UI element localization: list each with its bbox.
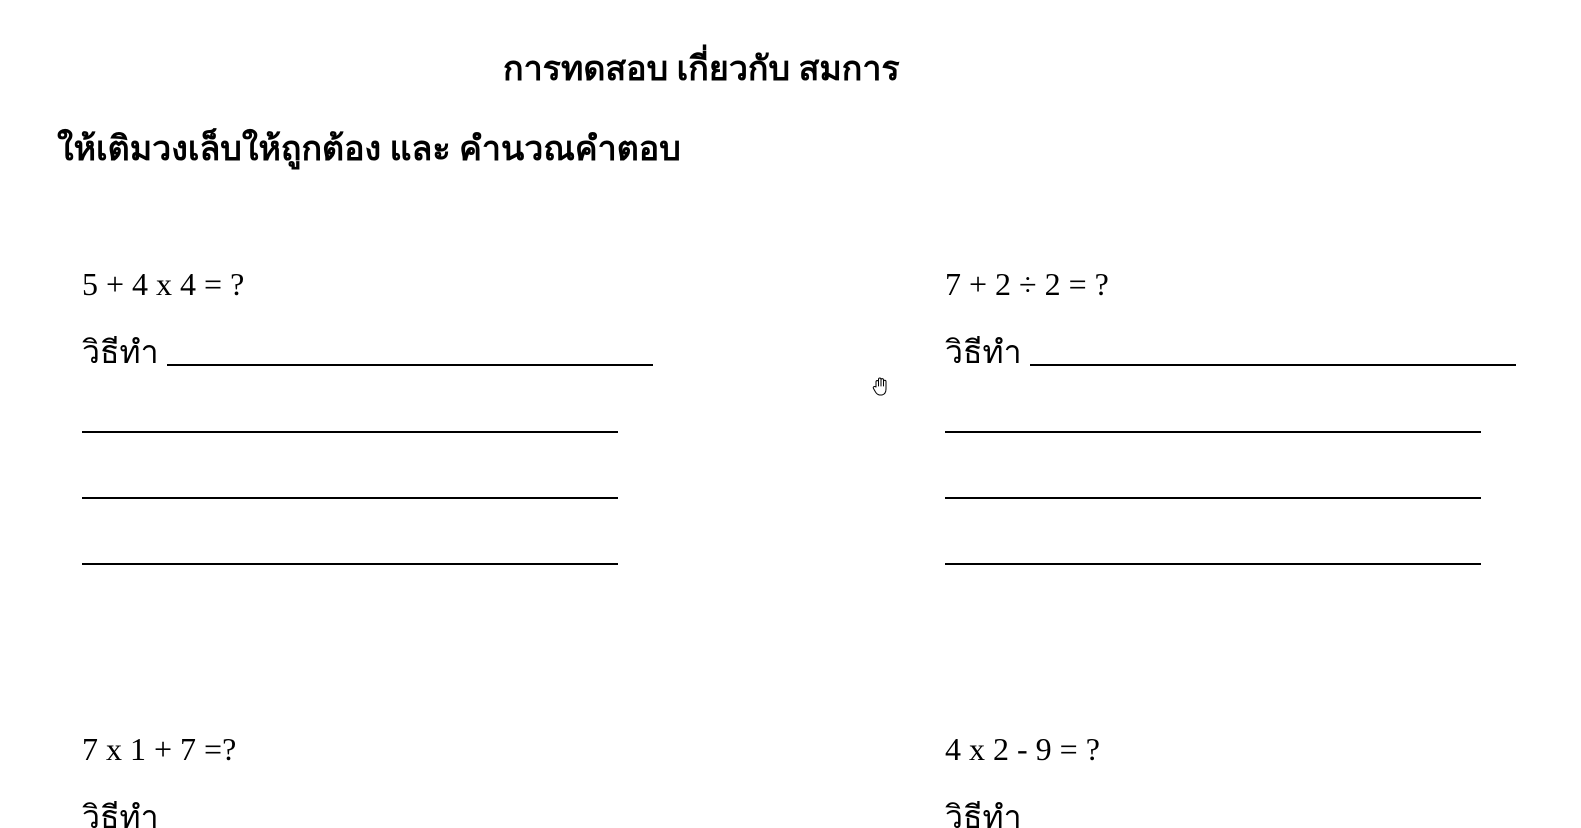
method-row: [82, 793, 159, 828]
problem-equation: 7 + 2 ÷ 2 = ?: [945, 266, 1109, 302]
problem-equation: 5 + 4 x 4 = ?: [82, 266, 245, 302]
problem-equation: 7 x 1 + 7 =?: [82, 731, 237, 767]
method-row: [82, 328, 653, 372]
work-line: [945, 563, 1481, 565]
work-line: [945, 497, 1481, 499]
work-line: [82, 431, 618, 433]
instruction-heading: ให้เติมวงเล็บให้ถูกต้อง และ คำนวณคำตอบ: [57, 131, 681, 168]
answer-line: [167, 364, 653, 366]
work-line: [82, 497, 618, 499]
work-line: [945, 431, 1481, 433]
method-label: วิธีทำ: [82, 799, 159, 828]
method-row: [945, 793, 1022, 828]
method-label: วิธีทำ: [82, 334, 159, 370]
page-title: การทดสอบ เกี่ยวกับ สมการ: [503, 51, 900, 88]
method-row: [945, 328, 1516, 372]
method-label: วิธีทำ: [945, 799, 1022, 828]
hand-cursor-icon: [871, 376, 891, 398]
work-line: [82, 563, 618, 565]
problem-equation: 4 x 2 - 9 = ?: [945, 731, 1100, 767]
answer-line: [1030, 364, 1516, 366]
method-label: วิธีทำ: [945, 334, 1022, 370]
